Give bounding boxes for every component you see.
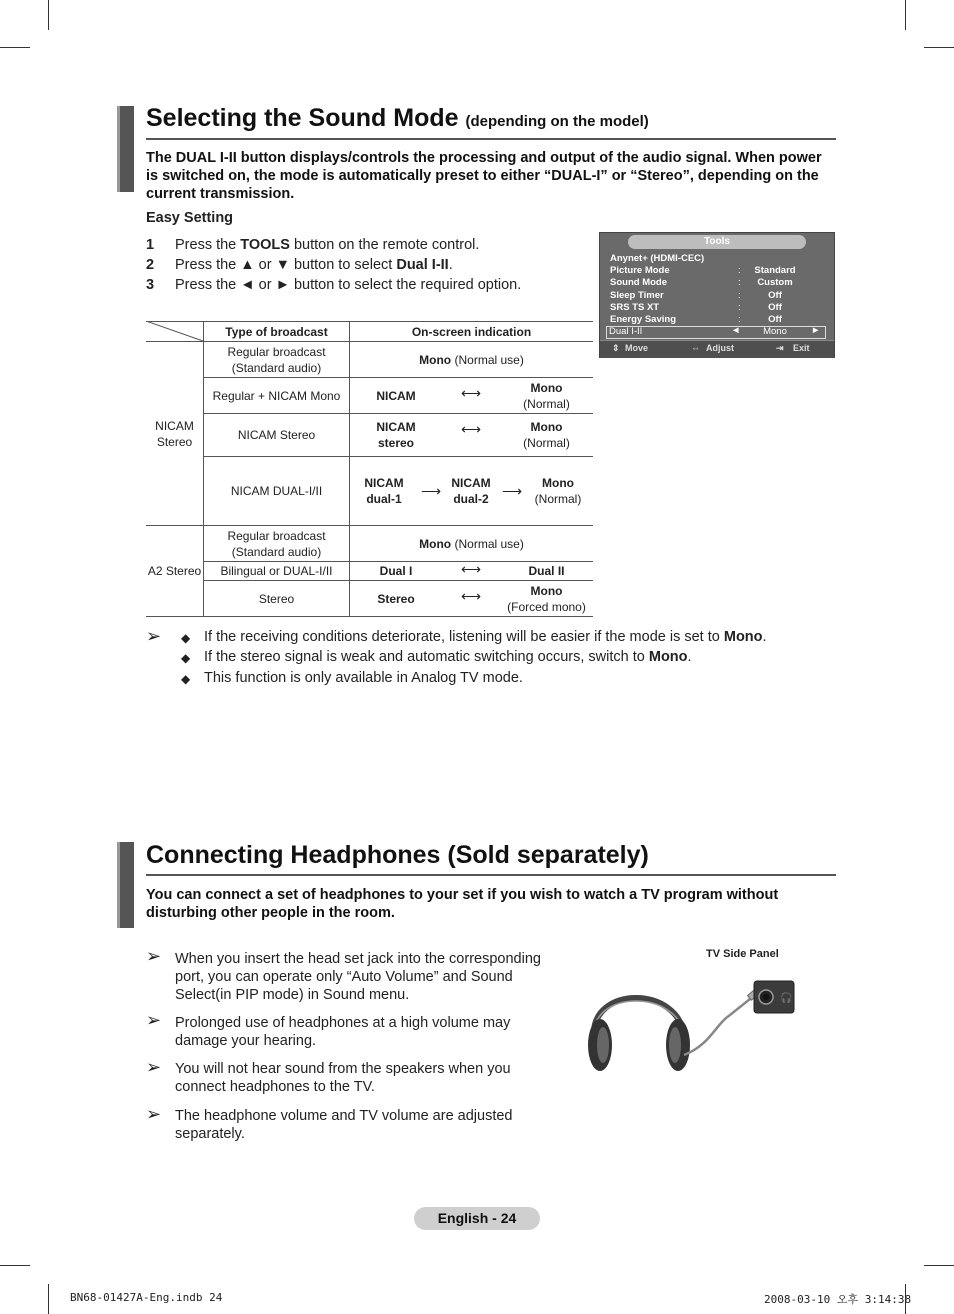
- svg-text:🎧: 🎧: [780, 993, 793, 1004]
- table-group-label: NICAM Stereo: [155, 418, 194, 449]
- note-item: If the receiving conditions deteriorate, listening will be easier if the mode is set to Mono.: [204, 629, 767, 645]
- table-cell-indication: Mono (Normal use): [419, 536, 524, 551]
- osd-row-label: Energy Saving: [610, 314, 676, 325]
- section-rule: [146, 138, 836, 140]
- crop-mark: [48, 1284, 49, 1314]
- section-title: Selecting the Sound Mode (depending on the model): [146, 104, 649, 132]
- table-cell-type: NICAM DUAL-I/II: [230, 484, 323, 498]
- step-3: 3 Press the ◄ or ► button to select the required option.: [146, 277, 522, 293]
- note-arrow-icon: ➢: [146, 946, 162, 966]
- osd-row-value: Standard: [754, 265, 796, 276]
- table-cell-indication: Mono (Forced mono): [507, 583, 586, 614]
- osd-row-label: Sound Mode: [610, 277, 667, 288]
- section-bar: [117, 106, 134, 192]
- note-item: This function is only available in Analog TV mode.: [204, 670, 523, 686]
- bidirectional-arrow-icon: ⟷: [461, 421, 482, 437]
- osd-row-value: Custom: [757, 277, 793, 288]
- right-arrow-icon: ⟶: [421, 483, 442, 499]
- leftright-icon: ⇔: [691, 343, 700, 353]
- crop-mark: [48, 0, 49, 30]
- osd-exit-label: Exit: [793, 343, 810, 353]
- crop-mark: [924, 47, 954, 48]
- crop-mark: [0, 47, 30, 48]
- footer-timestamp: 2008-03-10 오후 3:14:38: [764, 1293, 912, 1306]
- right-arrow-icon: ►: [811, 325, 821, 336]
- osd-title: Tools: [628, 235, 806, 249]
- section-title: Connecting Headphones (Sold separately): [146, 841, 649, 869]
- osd-row-value: Off: [768, 290, 782, 301]
- headphones-illustration: [580, 965, 800, 1085]
- osd-adjust-label: Adjust: [706, 343, 734, 353]
- bidirectional-arrow-icon: ⟷: [461, 385, 482, 401]
- page-number-badge: English - 24: [414, 1207, 540, 1230]
- section-subtitle: (depending on the model): [465, 113, 649, 130]
- table-cell-indication: Mono (Normal): [523, 420, 570, 450]
- tools-menu-osd: Tools Anynet+ (HDMI-CEC) Picture Mode : Standard Sound Mode : Custom Sleep Timer : Off SRS TS XT : Off Energy Saving : Off Dual I-II ◄ Mono ► ⇕ Move ⇔ Adjust ⇥ Exit: [599, 232, 835, 358]
- section-intro: You can connect a set of headphones to your set if you wish to watch a TV program without disturbing other people in the room.: [146, 887, 779, 921]
- osd-move-label: Move: [625, 343, 649, 353]
- step-1: 1 Press the TOOLS button on the remote control.: [146, 237, 480, 253]
- table-cell-type: NICAM Stereo: [237, 428, 316, 442]
- osd-row-label: SRS TS XT: [610, 302, 660, 313]
- osd-row-label: Picture Mode: [610, 265, 670, 276]
- note-item: The headphone volume and TV volume are adjusted separately.: [175, 1108, 513, 1142]
- table-cell-type: Stereo: [258, 591, 295, 606]
- bullet-diamond-icon: ◆: [181, 631, 191, 645]
- updown-icon: ⇕: [612, 343, 620, 353]
- exit-icon: ⇥: [776, 343, 784, 353]
- crop-mark: [924, 1265, 954, 1266]
- crop-mark: [905, 0, 906, 30]
- table-cell-indication: NICAM dual-2: [451, 476, 491, 506]
- note-arrow-icon: ➢: [146, 1104, 162, 1124]
- osd-row-label: Anynet+ (HDMI-CEC): [610, 253, 705, 264]
- osd-footer: [600, 340, 834, 358]
- figure-label: TV Side Panel: [706, 948, 779, 960]
- table-header: Type of broadcast: [225, 324, 328, 339]
- note-item: You will not hear sound from the speakers when you connect headphones to the TV.: [175, 1061, 511, 1095]
- note-arrow-icon: ➢: [146, 1010, 162, 1030]
- bidirectional-arrow-icon: ⟷: [461, 561, 482, 577]
- note-item: When you insert the head set jack into the corresponding port, you can operate only “Auto Volume” and Sound Select(in PIP mode) in Sound menu.: [175, 951, 541, 1003]
- table-cell-indication: Dual I: [379, 564, 413, 578]
- table-corner-diagonal: [146, 321, 204, 342]
- easy-setting-heading: Easy Setting: [146, 210, 234, 226]
- osd-row-label: Sleep Timer: [610, 290, 664, 301]
- table-cell-type: Regular + NICAM Mono: [212, 388, 341, 403]
- table-cell-indication: Mono (Normal): [534, 476, 582, 506]
- table-cell-indication: Mono (Normal): [523, 380, 570, 411]
- section-rule: [146, 874, 836, 876]
- osd-row-value: Off: [768, 302, 782, 313]
- osd-row-value: Off: [768, 314, 782, 325]
- right-arrow-icon: ⟶: [502, 483, 523, 499]
- crop-mark: [0, 1265, 30, 1266]
- table-cell-indication: Stereo: [377, 591, 415, 606]
- note-arrow-icon: ➢: [146, 626, 162, 646]
- osd-selected-label: Dual I-II: [609, 326, 643, 337]
- section-intro: The DUAL I-II button displays/controls the processing and output of the audio signal. When power is switched on, the mode is automatically preset to either “DUAL-I” or “Stereo”, depending on the current transmission.: [146, 150, 822, 202]
- bullet-diamond-icon: ◆: [181, 672, 191, 686]
- table-cell-indication: Dual II: [528, 564, 565, 578]
- left-arrow-icon: ◄: [731, 325, 741, 336]
- table-cell-type: Regular broadcast (Standard audio): [227, 344, 326, 375]
- note-item: If the stereo signal is weak and automatic switching occurs, switch to Mono.: [204, 649, 692, 665]
- table-cell-type: Regular broadcast (Standard audio): [227, 528, 326, 559]
- table-cell-indication: NICAM: [376, 388, 416, 403]
- table-cell-indication: Mono (Normal use): [419, 352, 524, 367]
- table-cell-type: Bilingual or DUAL-I/II: [220, 564, 333, 578]
- bullet-diamond-icon: ◆: [181, 651, 191, 665]
- footer-file: BN68-01427A-Eng.indb 24: [70, 1291, 223, 1304]
- section-bar: [117, 842, 134, 928]
- bidirectional-arrow-icon: ⟷: [461, 588, 482, 604]
- table-header: On-screen indication: [411, 324, 532, 339]
- table-cell-indication: NICAM stereo: [376, 420, 416, 450]
- table-border: [146, 616, 593, 617]
- note-item: Prolonged use of headphones at a high volume may damage your hearing.: [175, 1015, 511, 1049]
- table-group-label: A2 Stereo: [147, 564, 202, 578]
- table-cell-indication: NICAM dual-1: [364, 476, 404, 506]
- note-arrow-icon: ➢: [146, 1057, 162, 1077]
- osd-selected-value: Mono: [763, 326, 787, 337]
- step-2: 2 Press the ▲ or ▼ button to select Dual I-II.: [146, 257, 453, 273]
